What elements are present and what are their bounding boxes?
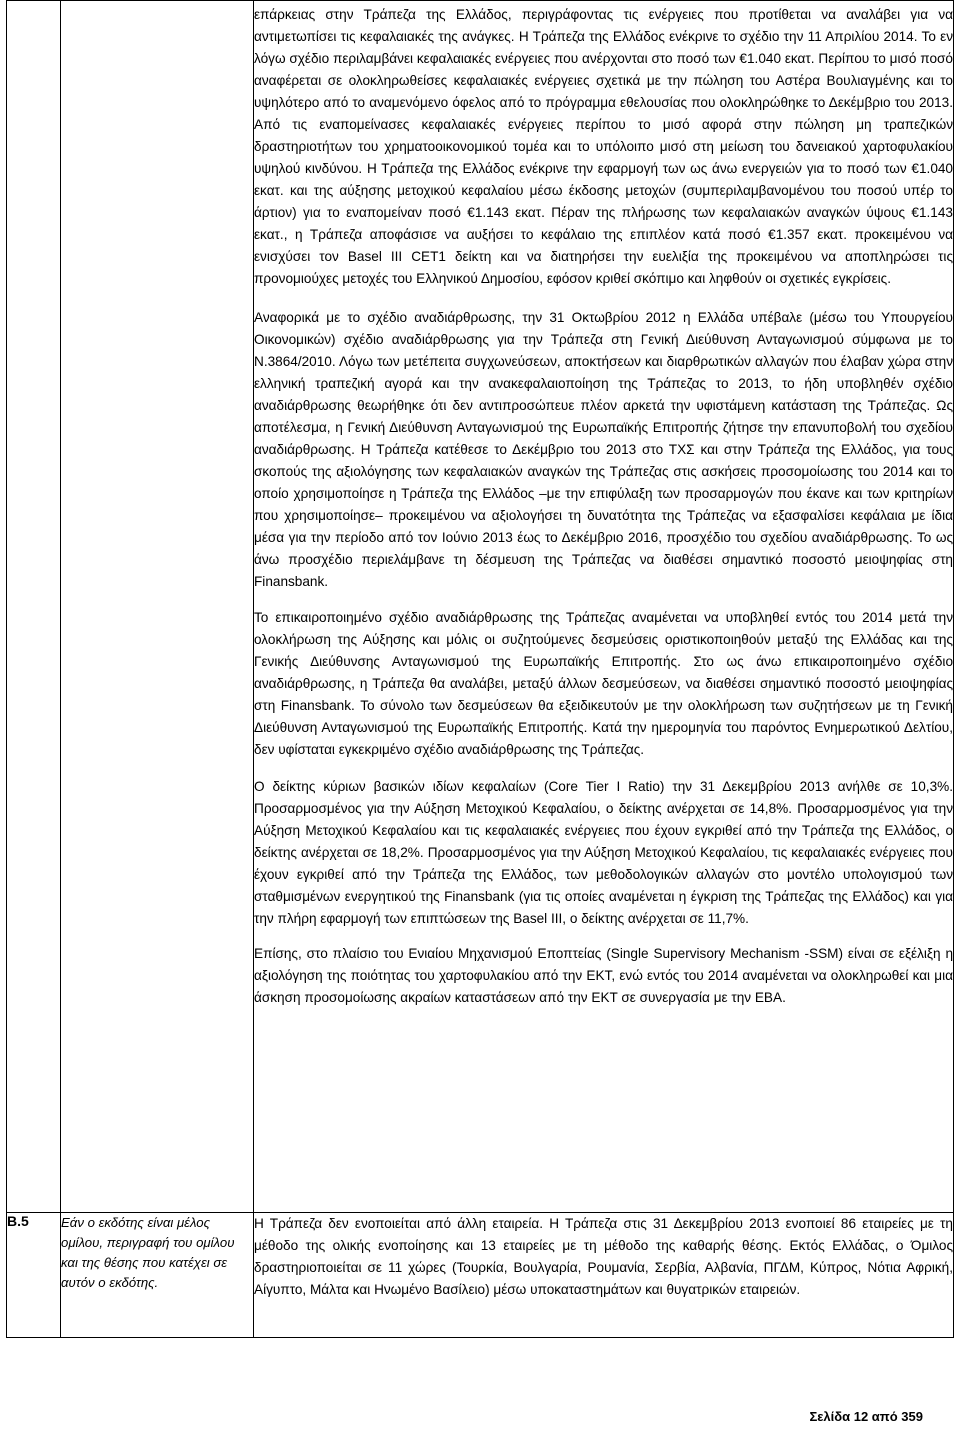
- section-text-cell: [254, 1213, 954, 1338]
- empty-id-cell: [7, 1, 61, 1213]
- paragraph-updated-plan: Το επικαιροποιημένο σχέδιο αναδιάρθρωσης της Τράπεζας αναμένεται να υποβληθεί εντός του 2014 μετά την ολοκλήρωση της Αύξησης και μόλις οι συζητούμενες δεσμεύσεις οριστικοποιηθούν μεταξύ της Ελλάδας και της Γενικής Διεύθυνσης Ανταγωνισμού της Ευρωπαϊκής Επιτροπής. Στο ως άνω επικαιροποιημένο σχέδιο αναδιάρθρωσης, η Τράπεζα θα αναλάβει, μεταξύ άλλων δεσμεύσεων, να διαθέσει σημαντικό ποσοστό μειοψηφίας στη Finansbank. Το σύνολο των δεσμεύσεων θα εξειδικευτούν με την ολοκλήρωση των συζητήσεων με τη Γενική Διεύθυνση Ανταγωνισμού της Ευρωπαϊκής Επιτροπής. Κατά την ημερομηνία του παρόντος Ενημερωτικού Δελτίου, δεν υφίσταται εγκεκριμένο σχέδιο αναδιάρθρωσης της Τράπεζας.: [254, 610, 953, 757]
- document-table: [6, 0, 954, 1338]
- paragraph-restructuring-plan: Αναφορικά με το σχέδιο αναδιάρθρωσης, την 31 Οκτωβρίου 2012 η Ελλάδα υπέβαλε (μέσω του Υπουργείου Οικονομικών) σχέδιο αναδιάρθρωσης για την Τράπεζα στη Γενική Διεύθυνση Ανταγωνισμού σύμφωνα με το Ν.3864/2010. Λόγω των μετέπειτα συγχωνεύσεων, αποκτήσεων και διαρθρωτικών αλλαγών που έλαβαν χώρα στην ελληνική τραπεζική αγορά και την ανακεφαλαιοποίηση της Τράπεζας το 2013, το ήδη υποβληθέν σχέδιο αναδιάρθρωσης θεωρήθηκε ότι δεν αντιπροσώπευε πλέον αρκετά την υφιστάμενη κατάσταση της Τράπεζας. Ως αποτέλεσμα, η Γενική Διεύθυνση Ανταγωνισμού της Ευρωπαϊκής Επιτροπής ζήτησε την επανυποβολή του σχεδίου αναδιάρθρωσης. Η Τράπεζα κατέθεσε το Δεκέμβριο του 2013 στο ΤΧΣ και στην Τράπεζα της Ελλάδος, για τους σκοπούς της αξιολόγησης των κεφαλαιακών αναγκών της Τράπεζας στις ασκήσεις προσομοίωσης του 2014 και το οποίο χρησιμοποίησε η Τράπεζα της Ελλάδος –με την επιφύλαξη των προσαρμογών που έκανε και των κριτηρίων που χρησιμοποίησε– προκειμένου να αξιολογήσει τη δυνατότητα της Τράπεζας να εξασφαλίσει κεφάλαια με ίδια μέσα για την περίοδο από τον Ιούνιο 2013 έως το Δεκέμβριο 2016, προσχέδιο του σχεδίου αναδιάρθρωσης. Το ως άνω προσχέδιο περιελάμβανε τη δέσμευση της Τράπεζας να διαθέσει σημαντικό ποσοστό μειοψηφίας στη Finansbank.: [254, 310, 953, 589]
- section-label: Εάν ο εκδότης είναι μέλος ομίλου, περιγραφή του ομίλου και της θέσης που κατέχει σε αυτόν ο εκδότης.: [61, 1213, 254, 1338]
- paragraph-core-tier-ratio: Ο δείκτης κύριων βασικών ιδίων κεφαλαίων (Core Tier I Ratio) την 31 Δεκεμβρίου 2013 ανήλθε σε 10,3%. Προσαρμοσμένος για την Αύξηση Μετοχικού Κεφαλαίου, ο δείκτης ανέρχεται σε 14,8%. Προσαρμοσμένος για την Αύξηση Μετοχικού Κεφαλαίου και τις κεφαλαιακές ενέργειες που έχουν εγκριθεί από την Τράπεζα της Ελλάδος, ο δείκτης ανέρχεται σε 18,2%. Προσαρμοσμένος για την Αύξηση Μετοχικού Κεφαλαίου, τις κεφαλαιακές ενέργειες που έχουν εγκριθεί από την Τράπεζα της Ελλάδος, των μεθοδολογικών αλλαγών στο μοντέλο υπολογισμού των σταθμισμένων ενεργητικού της Finansbank (για τις οποίες αναμένεται η έγκριση της Τράπεζας της Ελλάδος) και για την πλήρη εφαρμογή των επιπτώσεων της Basel III, ο δείκτης ανέρχεται σε 11,7%.: [254, 779, 953, 926]
- paragraph-group-structure: Η Τράπεζα δεν ενοποιείται από άλλη εταιρεία. Η Τράπεζα στις 31 Δεκεμβρίου 2013 ενοποιεί 86 εταιρείες με τη μέθοδο της ολικής ενοποίησης και 13 εταιρείες με τη μέθοδο της καθαρής θέσης. Εκτός Ελλάδας, ο Όμιλος δραστηριοποιείται σε 11 χώρες (Τουρκία, Βουλγαρία, Ρουμανία, Σερβία, Αλβανία, ΠΓΔΜ, Κύπρος, Νότια Αφρική, Αίγυπτο, Μάλτα και Ηνωμένο Βασίλειο) μέσω υποκαταστημάτων και θυγατρικών εταιρειών.: [254, 1216, 953, 1297]
- table-row-b5: [7, 1213, 954, 1338]
- page-number: Σελίδα 12 από 359: [809, 1409, 923, 1424]
- table-row-continuation: [7, 1, 954, 1213]
- continuation-text-cell: [254, 1, 954, 1213]
- paragraph-ssm: Επίσης, στο πλαίσιο του Ενιαίου Μηχανισμού Εποπτείας (Single Supervisory Mechanism -SSM) είναι σε εξέλιξη η αξιολόγηση της ποιότητας του χαρτοφυλακίου από την ΕΚΤ, ενώ εντός του 2014 αναμένεται να ολοκληρωθεί και μια άσκηση προσομοίωσης ακραίων καταστάσεων από την ΕΚΤ σε συνεργασία με την ΕΒΑ.: [254, 946, 953, 1005]
- section-id: B.5: [7, 1213, 61, 1338]
- empty-label-cell: [61, 1, 254, 1213]
- paragraph-capital-plan: επάρκειας στην Τράπεζα της Ελλάδος, περιγράφοντας τις ενέργειες που προτίθεται να αναλάβει για να αντιμετωπίσει τις κεφαλαιακές της ανάγκες. Η Τράπεζα της Ελλάδος ενέκρινε το σχέδιο την 11 Απριλίου 2014. Το εν λόγω σχέδιο περιλαμβάνει κεφαλαιακές ενέργειες που ανέρχονται στο ποσό των €1.040 εκατ. Περίπου το μισό ποσό αναφέρεται σε ολοκληρωθείσες κεφαλαιακές ενέργειες σχετικά με την πώληση του Αστέρα Βουλιαγμένης και το υψηλότερο από το αναμενόμενο όφελος από το πρόγραμμα εθελουσίας που ολοκληρώθηκε το Δεκέμβριο του 2013. Από τις εναπομείνασες κεφαλαιακές ενέργειες περίπου το μισό αφορά στην πώληση μη τραπεζικών δραστηριοτήτων του χρηματοοικονομικού τομέα και το υπόλοιπο μισό στη μείωση του δανειακού χαρτοφυλακίου υψηλού κινδύνου. Η Τράπεζα της Ελλάδος ενέκρινε την εφαρμογή των ως άνω ενεργειών για το ποσό των €1.040 εκατ. και της αύξησης μετοχικού κεφαλαίου μέσω έκδοσης μετοχών (συμπεριλαμβανομένου του ποσού υπέρ το άρτιον) για το εναπομείναν ποσό €1.143 εκατ. Πέραν της πλήρωσης των κεφαλαιακών αναγκών ύψους €1.143 εκατ., η Τράπεζα αποφάσισε να αυξήσει το κεφάλαιο της επιπλέον κατά ποσό €1.357 εκατ. προκειμένου να ενισχύσει τον Basel III CET1 δείκτη και να διατηρήσει την ευελιξία της προκειμένου να αποπληρώσει τις προνομιούχες μετοχές του Ελληνικού Δημοσίου, εφόσον κριθεί σκόπιμο και ληφθούν οι σχετικές εγκρίσεις.: [254, 7, 953, 286]
